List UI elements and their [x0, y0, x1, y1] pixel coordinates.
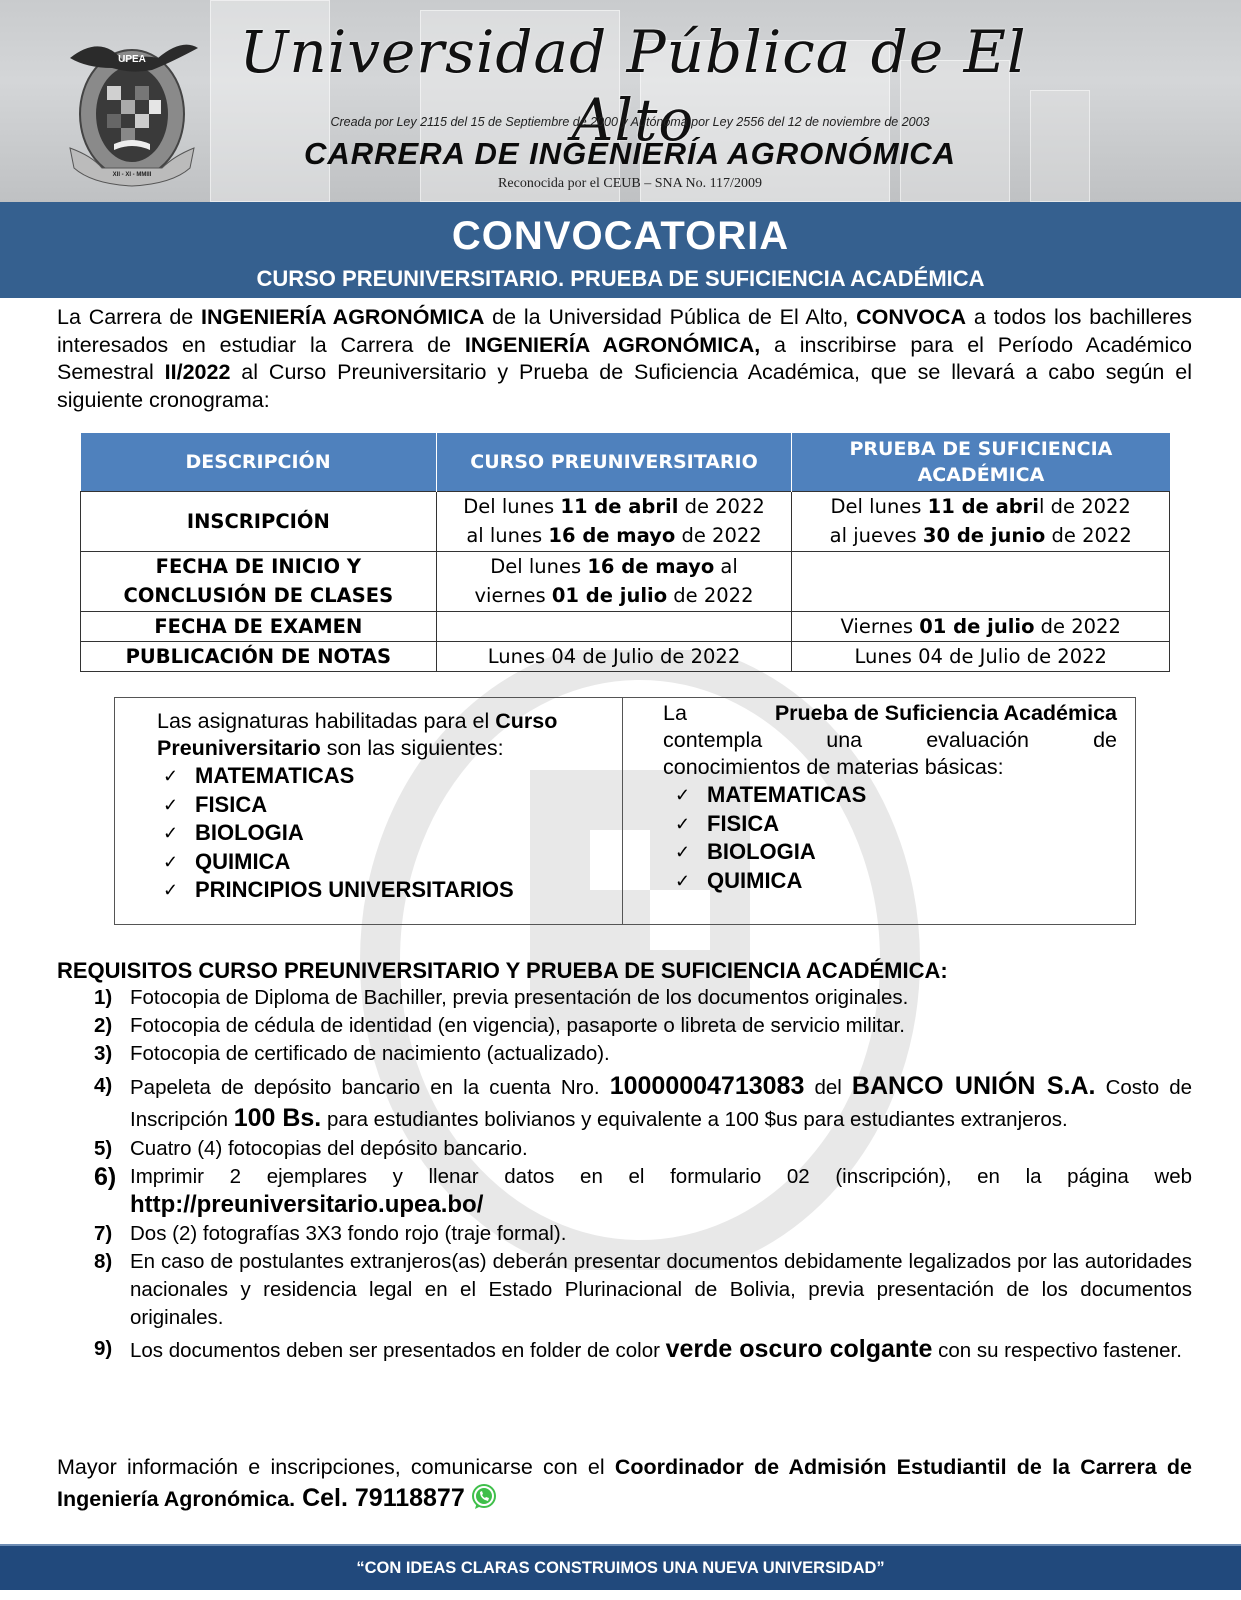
item-text [130, 1163, 1192, 1220]
requirement-item [90, 1040, 1192, 1068]
row-description [81, 551, 437, 611]
contact-text: Mayor información e inscripciones, comunicarse con el [57, 1455, 615, 1479]
cell-text: FECHA DE INICIO Y [155, 555, 361, 578]
cell-text: de 2022 [678, 495, 765, 518]
cell-bold: 01 de julio [551, 584, 668, 607]
prueba-subjects-panel [623, 698, 1135, 924]
check-icon: ✓ [675, 813, 691, 834]
check-icon: ✓ [163, 880, 179, 900]
check-icon: ✓ [675, 842, 691, 862]
item-number: 3) [94, 1042, 113, 1065]
logo-date-text: XII - XI - MMIII [112, 172, 152, 178]
text: Papeleta de depósito bancario en la cuenta Nro. [130, 1076, 610, 1099]
cell-text: de 2022 [675, 524, 762, 547]
footer-banner [0, 1544, 1241, 1590]
requirement-item [90, 1163, 1192, 1220]
intro-bold: INGENIERÍA AGRONÓMICA [201, 305, 485, 329]
item-text: Fotocopia de certificado de nacimiento (actualizado). [130, 1042, 610, 1065]
subject-name: BIOLOGIA [195, 820, 304, 845]
recognition-text: Reconocida por el CEUB – SNA No. 117/2009 [498, 176, 762, 191]
intro-text: La Carrera de [57, 305, 202, 329]
intro-period: II/2022 [164, 360, 231, 384]
creation-law-text: Creada por Ley 2115 del 15 de Septiembre de 2000 y Autónoma por Ley 2556 del 12 de noviembre de 2003 [330, 115, 930, 129]
item-number: 4) [94, 1074, 113, 1097]
item-text [130, 1335, 1192, 1365]
curso-subjects-list [157, 762, 612, 905]
row-prueba-value [792, 611, 1170, 641]
header-curso-preuniversitario: CURSO PREUNIVERSITARIO [436, 433, 792, 491]
website-link[interactable]: http://preuniversitario.upea.bo/ [130, 1191, 484, 1218]
item-number: 6) [94, 1163, 117, 1191]
table-row [81, 551, 1170, 611]
cell-text: Del lunes [830, 495, 928, 518]
banner-title: CONVOCATORIA [451, 214, 790, 258]
item-text: Dos (2) fotografías 3X3 fondo rojo (traje formal). [130, 1222, 567, 1245]
item-number: 2) [94, 1014, 113, 1037]
schedule-table [80, 433, 1170, 672]
header-prueba-suficiencia: PRUEBA DE SUFICIENCIA ACADÉMICA [792, 433, 1170, 491]
item-text [130, 1071, 1192, 1135]
subject-name: FISICA [707, 810, 780, 836]
cell-text: viernes [474, 584, 552, 607]
curso-subjects-intro [157, 708, 612, 762]
intro-bold: INGENIERÍA AGRONÓMICA, [464, 332, 761, 357]
item-number: 1) [94, 986, 113, 1009]
cell-text: l de 2022 [1039, 495, 1131, 518]
text-bold: Prueba de Suficiencia Académica [774, 701, 1117, 725]
cell-bold: 30 de junio [922, 524, 1046, 547]
header-descripcion: DESCRIPCIÓN [81, 433, 437, 491]
cell-text: al lunes [466, 524, 549, 547]
subjects-box [114, 697, 1136, 925]
row-curso-value [436, 611, 792, 641]
subject-name: MATEMATICAS [707, 782, 867, 807]
bank-account-number: 10000004713083 [609, 1072, 805, 1100]
row-prueba-value [792, 491, 1170, 551]
row-curso-value: Lunes 04 de Julio de 2022 [436, 641, 792, 671]
list-item [157, 762, 612, 791]
requirement-item [90, 984, 1192, 1012]
registration-cost: 100 Bs. [233, 1104, 322, 1132]
cell-text: Viernes [840, 614, 920, 638]
table-row [81, 641, 1170, 671]
check-icon: ✓ [163, 823, 179, 843]
row-curso-value [436, 551, 792, 611]
text: contempla [663, 728, 763, 752]
cell-bold: 16 de mayo [587, 555, 715, 578]
table-header-row [81, 433, 1170, 491]
table-row [81, 491, 1170, 551]
subject-name: MATEMATICAS [195, 763, 355, 788]
requirement-item [90, 1335, 1192, 1365]
requirement-item [90, 1220, 1192, 1248]
cell-bold: 11 de abri [927, 495, 1039, 518]
contact-paragraph [57, 1452, 1192, 1514]
requirement-item [90, 1248, 1192, 1332]
intro-bold: CONVOCA [856, 305, 967, 329]
requirement-item [90, 1012, 1192, 1040]
row-description: INSCRIPCIÓN [81, 491, 437, 551]
check-icon: ✓ [163, 794, 179, 815]
requirements-list [90, 984, 1192, 1365]
text: Imprimir 2 ejemplares y llenar datos en el formulario 02 (inscripción), en la página web [130, 1165, 1192, 1188]
check-icon: ✓ [675, 785, 691, 805]
intro-text: a inscribirse para el Período Académico Semestral [57, 332, 1193, 384]
check-icon: ✓ [163, 851, 179, 872]
row-description: PUBLICACIÓN DE NOTAS [81, 641, 437, 671]
text: son las siguientes: [320, 736, 504, 760]
list-item [157, 791, 612, 820]
banner-subtitle: CURSO PREUNIVERSITARIO. PRUEBA DE SUFICIENCIA ACADÉMICA [256, 266, 985, 291]
cell-text: de 2022 [667, 584, 754, 607]
item-text: Fotocopia de Diploma de Bachiller, previa presentación de los documentos originales. [130, 986, 909, 1009]
intro-text: a todos los bachilleres interesados en estudiar la Carrera de [57, 305, 1192, 357]
footer-slogan: “CON IDEAS CLARAS CONSTRUIMOS UNA NUEVA UNIVERSIDAD” [356, 1559, 885, 1577]
cell-text: al jueves [829, 524, 923, 547]
subject-name: FISICA [195, 791, 268, 817]
cell-bold: 11 de abril [560, 495, 679, 518]
text: del [804, 1076, 852, 1099]
cell-text: de 2022 [1034, 614, 1121, 638]
item-number: 9) [94, 1337, 113, 1360]
cell-bold: 01 de julio [919, 614, 1035, 638]
row-prueba-value: Lunes 04 de Julio de 2022 [792, 641, 1170, 671]
list-item [157, 876, 612, 905]
text: Costo de Inscripción [130, 1076, 1193, 1131]
requirements-title: REQUISITOS CURSO PREUNIVERSITARIO Y PRUEBA DE SUFICIENCIA ACADÉMICA: [57, 958, 948, 983]
row-description: FECHA DE EXAMEN [81, 611, 437, 641]
item-number: 7) [94, 1222, 113, 1245]
text: evaluación [926, 728, 1029, 752]
list-item [157, 848, 612, 877]
cell-text: CONCLUSIÓN DE CLASES [123, 584, 394, 607]
prueba-intro-line [663, 727, 1117, 754]
contact-coordinator: Coordinador de Admisión Estudiantil de la Carrera de Ingeniería Agronómica. [57, 1455, 1192, 1511]
cell-text: al [714, 555, 738, 578]
item-text: Cuatro (4) fotocopias del depósito bancario. [130, 1137, 528, 1160]
item-text: Fotocopia de cédula de identidad (en vigencia), pasaporte o libreta de servicio militar. [130, 1014, 905, 1037]
list-item [669, 781, 1117, 810]
text: con su respectivo fastener. [932, 1339, 1182, 1362]
list-item [669, 867, 1117, 896]
intro-paragraph [57, 304, 1192, 414]
text: Los documentos deben ser presentados en folder de color [130, 1339, 666, 1362]
whatsapp-icon[interactable] [469, 1482, 499, 1512]
prueba-intro-line [663, 700, 1117, 727]
item-number: 8) [94, 1250, 113, 1273]
cell-text: de 2022 [1045, 524, 1132, 547]
item-number: 5) [94, 1137, 113, 1160]
text: para estudiantes bolivianos y equivalente a 100 $us para estudiantes extranjeros. [321, 1108, 1068, 1131]
check-icon: ✓ [675, 870, 691, 891]
row-prueba-value [792, 551, 1170, 611]
text: Las asignaturas habilitadas para el [157, 709, 496, 733]
subject-name: QUIMICA [195, 848, 291, 874]
convocatoria-banner [0, 202, 1241, 298]
contact-phone[interactable]: Cel. 79118877 [295, 1484, 465, 1512]
table-row [81, 611, 1170, 641]
folder-color: verde oscuro colgante [665, 1335, 933, 1363]
list-item [157, 819, 612, 848]
subject-name: BIOLOGIA [707, 839, 816, 864]
university-name: Universidad Pública de El Alto [239, 18, 1027, 154]
bank-name: BANCO UNIÓN S.A. [851, 1072, 1096, 1100]
cell-text: Del lunes [463, 495, 561, 518]
prueba-subjects-list [663, 781, 1117, 895]
list-item [669, 838, 1117, 867]
text: de [1093, 728, 1117, 752]
text: una [826, 728, 863, 752]
row-curso-value [436, 491, 792, 551]
text-bold: Curso Preuniversitario [157, 709, 558, 760]
item-text: En caso de postulantes extranjeros(as) deberán presentar documentos debidamente legalizados por las autoridades nacionales y residencia legal en el Estado Plurinacional de Bolivia, previa presentación de los documentos originales. [130, 1250, 1192, 1329]
requirement-item [90, 1135, 1192, 1163]
intro-text: de la Universidad Pública de El Alto, [484, 305, 857, 329]
cell-bold: 16 de mayo [548, 524, 676, 547]
text: La [663, 701, 687, 725]
check-icon: ✓ [163, 766, 179, 786]
curso-subjects-panel [115, 698, 623, 924]
requirement-item [90, 1071, 1192, 1135]
cell-text: Del lunes [490, 555, 588, 578]
list-item [669, 810, 1117, 839]
header [0, 0, 1241, 202]
career-title: CARRERA DE INGENIERÍA AGRONÓMICA [303, 136, 956, 171]
intro-text: al Curso Preuniversitario y Prueba de Suficiencia Académica, que se llevará a cabo según el siguiente cronograma: [57, 360, 1192, 412]
logo-upea-text: UPEA [118, 54, 146, 65]
subject-name: PRINCIPIOS UNIVERSITARIOS [195, 877, 514, 902]
subject-name: QUIMICA [707, 867, 803, 893]
university-logo [62, 28, 202, 188]
prueba-intro-line: conocimientos de materias básicas: [663, 755, 1004, 779]
